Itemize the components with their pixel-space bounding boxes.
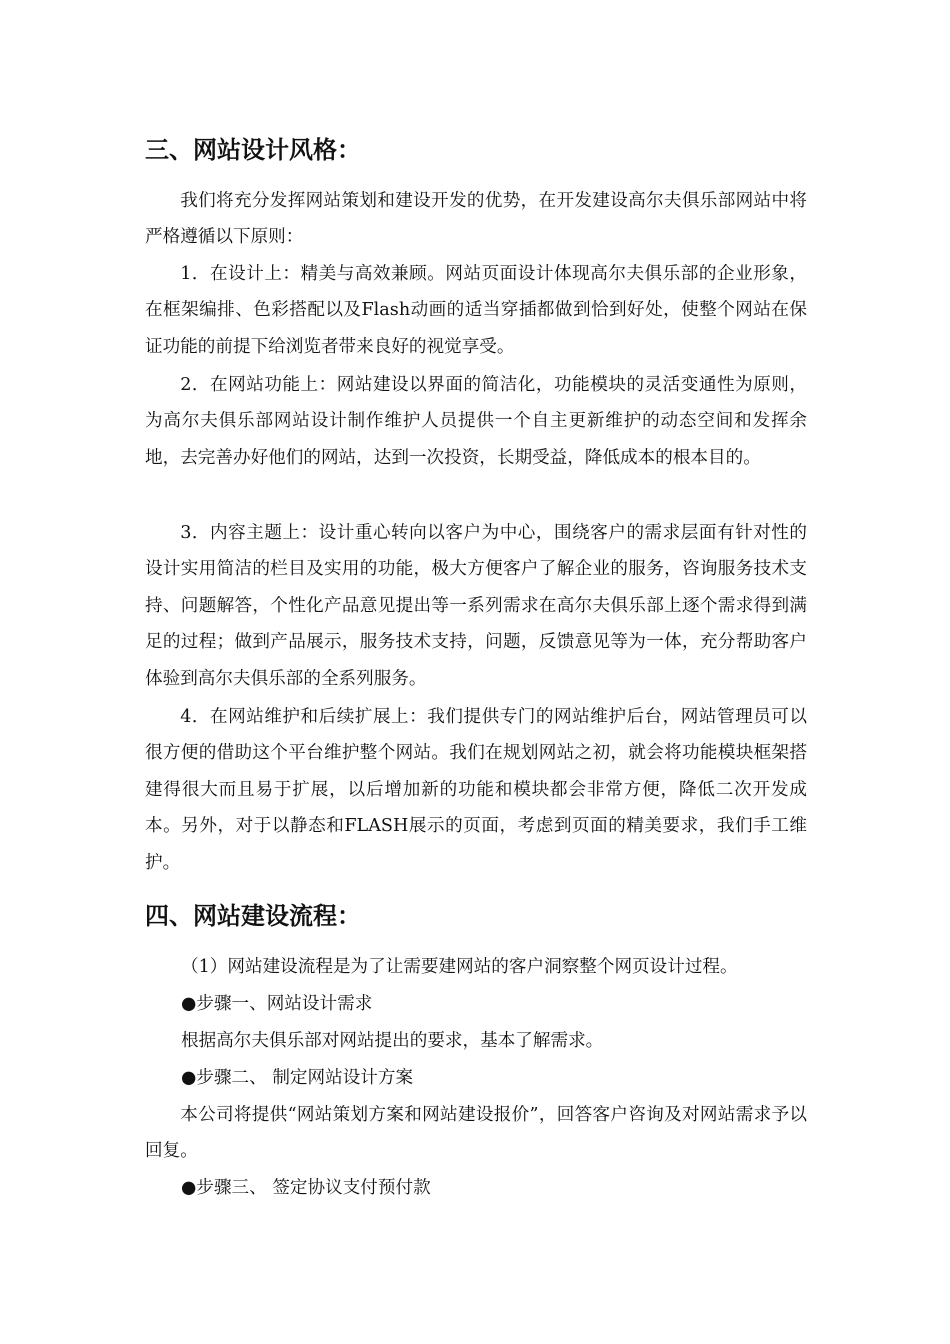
section-3-intro: 我们将充分发挥网站策划和建设开发的优势，在开发建设高尔夫俱乐部网站中将严格遵循以下原则：: [145, 191, 807, 248]
section-4-intro: （1）网站建设流程是为了让需要建网站的客户洞察整个网页设计过程。: [181, 957, 738, 977]
section-4-heading: 四、网站建设流程：: [145, 902, 361, 930]
principle-function: 2．在网站功能上：网站建设以界面的简洁化，功能模块的灵活变通性为原则，为高尔夫俱乐部网站设计制作维护人员提供一个自主更新维护的动态空间和发挥余地，去完善办好他们的网站，达到一次投资，长期受益，降低成本的根本目的。: [145, 375, 807, 468]
principle-content: 3．内容主题上：设计重心转向以客户为中心，围绕客户的需求层面有针对性的设计实用简洁的栏目及实用的功能，极大方便客户了解企业的服务，咨询服务技术支持、问题解答，个性化产品意见提出等一系列需求在高尔夫俱乐部上逐个需求得到满足的过程；做到产品展示，服务技术支持，问题，反馈意见等为一体，充分帮助客户体验到高尔夫俱乐部的全系列服务。: [145, 523, 807, 689]
step-1-text: 根据高尔夫俱乐部对网站提出的要求，基本了解需求。: [181, 1031, 604, 1051]
step-2-title: ●步骤二、 制定网站设计方案: [181, 1068, 414, 1088]
step-1-title: ●步骤一、网站设计需求: [181, 994, 373, 1014]
step-2-text: 本公司将提供“网站策划方案和网站建设报价”，回答客户咨询及对网站需求予以回复。: [145, 1105, 807, 1162]
principle-design: 1．在设计上：精美与高效兼顾。网站页面设计体现高尔夫俱乐部的企业形象，在框架编排、色彩搭配以及Flash动画的适当穿插都做到恰到好处，使整个网站在保证功能的前提下给浏览者带来良好的视觉享受。: [145, 264, 807, 357]
principle-maintenance: 4．在网站维护和后续扩展上：我们提供专门的网站维护后台，网站管理员可以很方便的借助这个平台维护整个网站。我们在规划网站之初，就会将功能模块框架搭建得很大而且易于扩展，以后增加新的功能和模块都会非常方便，降低二次开发成本。另外，对于以静态和FLASH展示的页面，考虑到页面的精美要求，我们手工维护。: [145, 707, 807, 873]
step-3-title: ●步骤三、 签定协议支付预付款: [181, 1178, 431, 1198]
section-3-heading: 三、网站设计风格：: [145, 136, 361, 164]
